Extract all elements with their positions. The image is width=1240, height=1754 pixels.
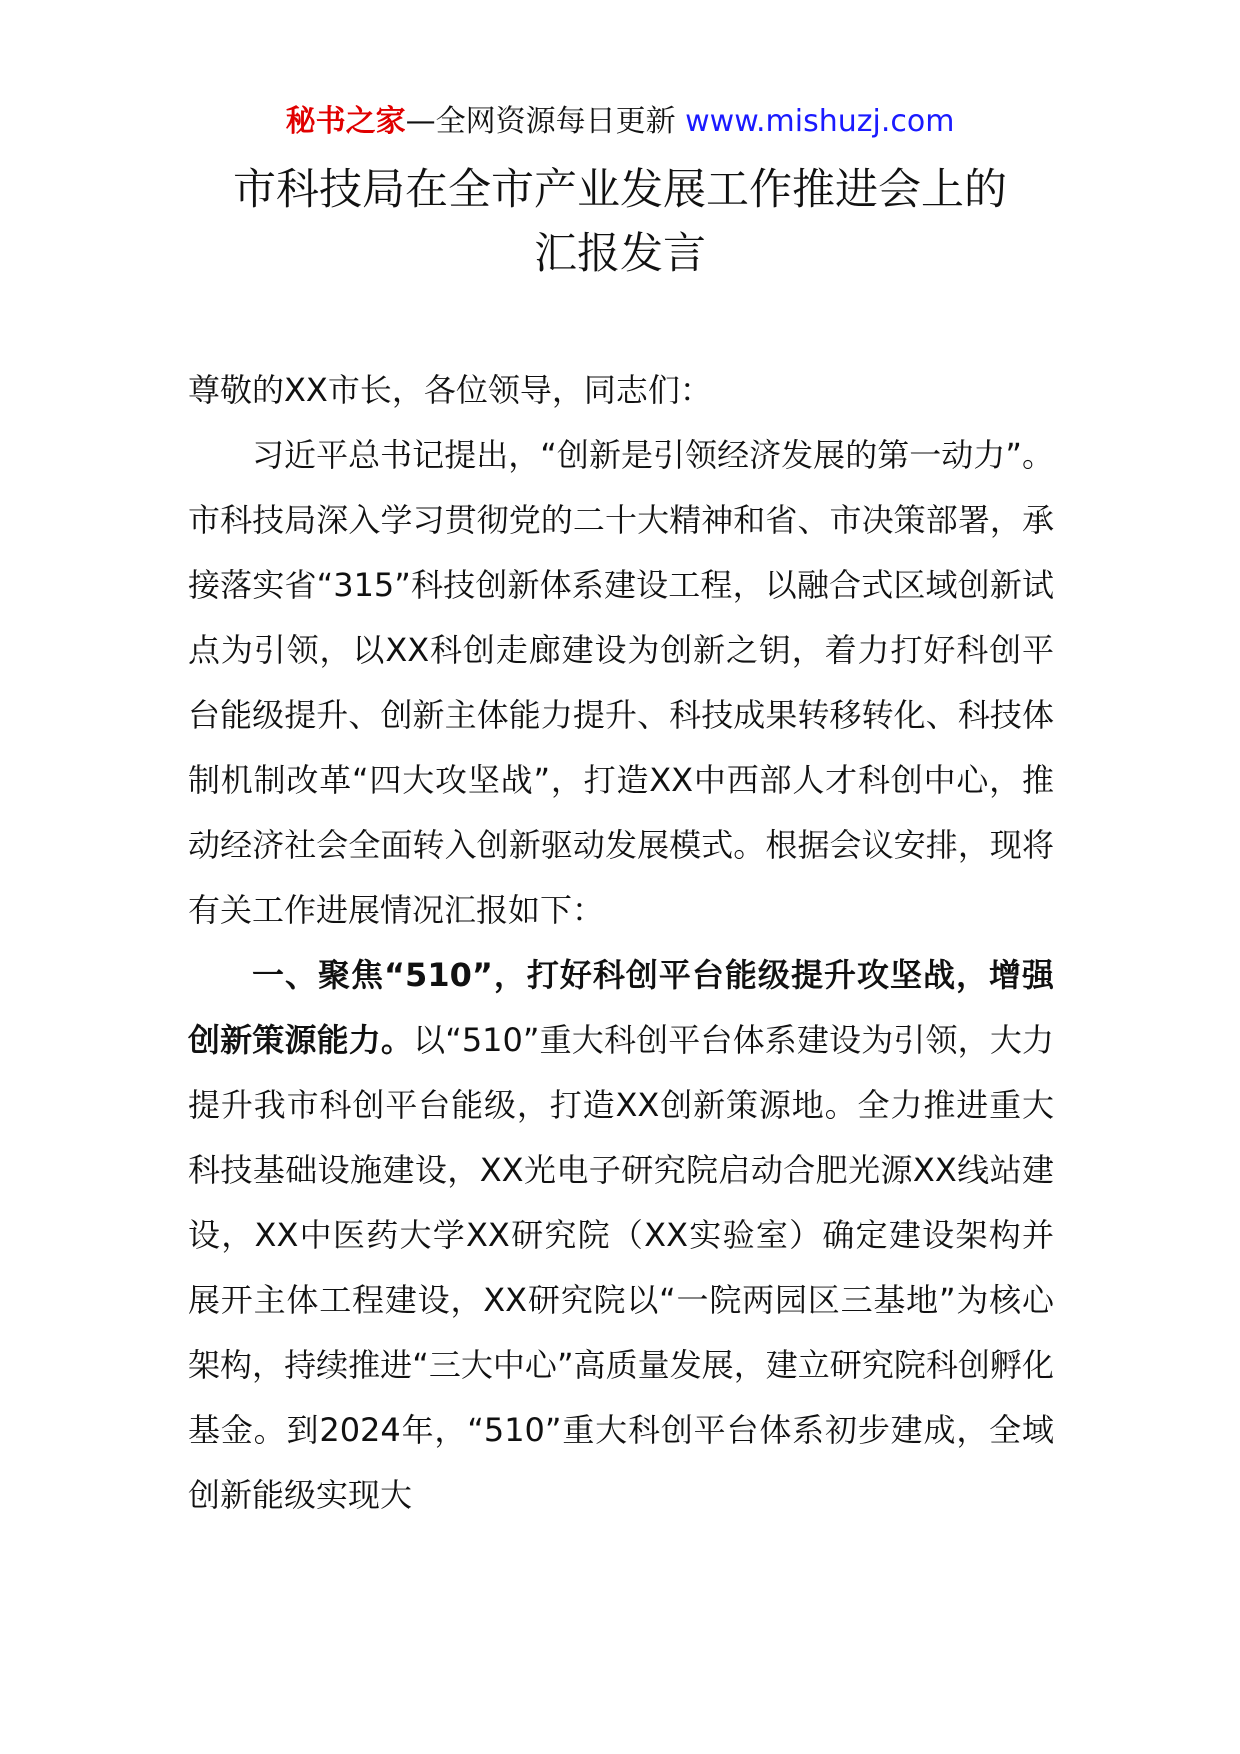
site-header bbox=[0, 100, 1240, 144]
title-line-2: 汇报发言 bbox=[534, 229, 706, 279]
header-slogan: —全网资源每日更新 bbox=[405, 104, 676, 139]
paragraph-2 bbox=[188, 943, 1054, 1528]
title-line-1: 市科技局在全市产业发展工作推进会上的 bbox=[233, 165, 1007, 215]
paragraph-1: 习近平总书记提出，“创新是引领经济发展的第一动力”。市科技局深入学习贯彻党的二十大精神和省、市决策部署，承接落实省“315”科技创新体系建设工程，以融合式区域创新试点为引领，以XX科创走廊建设为创新之钥，着力打好科创平台能级提升、创新主体能力提升、科技成果转移转化、科技体制机制改革“四大攻坚战”，打造XX中西部人才科创中心，推动经济社会全面转入创新驱动发展模式。根据会议安排，现将有关工作进展情况汇报如下： bbox=[188, 436, 1054, 929]
paragraph-2-heading: 一、聚焦“510”，打好科创平台能级提升攻坚战，增强创新策源能力。 bbox=[188, 956, 1054, 1059]
document-title bbox=[0, 158, 1240, 286]
salutation: 尊敬的XX市长，各位领导，同志们： bbox=[188, 371, 712, 409]
document-body bbox=[188, 358, 1054, 1528]
site-url[interactable]: www.mishuzj.com bbox=[685, 104, 955, 139]
brand-name: 秘书之家 bbox=[285, 104, 406, 139]
paragraph-2-body: 以“510”重大科创平台体系建设为引领，大力提升我市科创平台能级，打造XX创新策源地。全力推进重大科技基础设施建设，XX光电子研究院启动合肥光源XX线站建设，XX中医药大学XX研究院（XX实验室）确定建设架构并展开主体工程建设，XX研究院以“一院两园区三基地”为核心架构，持续推进“三大中心”高质量发展，建立研究院科创孵化基金。到2024年，“510”重大科创平台体系初步建成，全域创新能级实现大 bbox=[188, 1021, 1054, 1514]
